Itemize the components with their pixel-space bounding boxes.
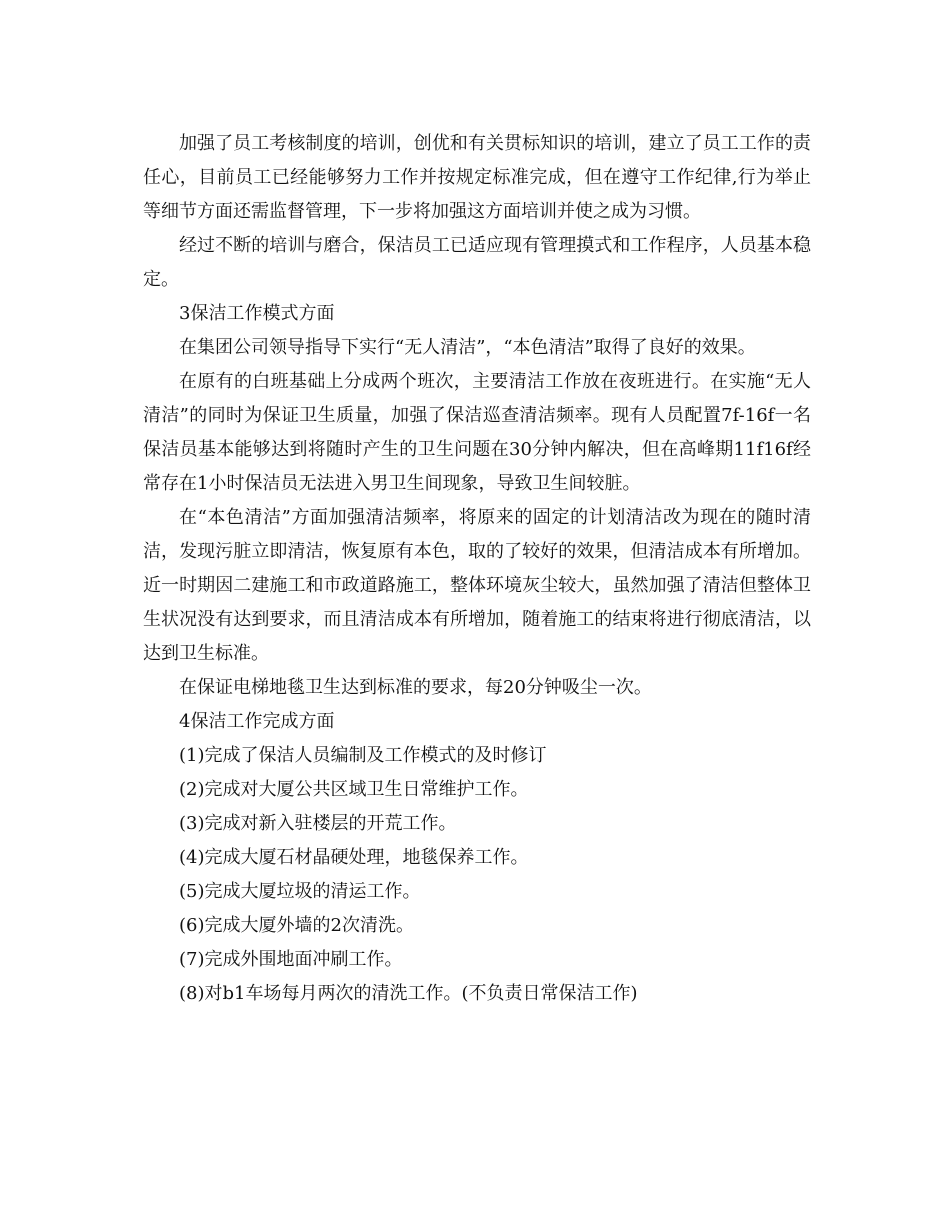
paragraph-unmanned-cleaning: 在集团公司领导指导下实行“无人清洁”，“本色清洁”取得了良好的效果。 xyxy=(179,337,756,358)
list-item-5: (5)完成大厦垃圾的清运工作。 xyxy=(179,881,421,902)
paragraph-shift-split: 在原有的白班基础上分成两个班次，主要清洁工作放在夜班进行。在实施“无人清洁”的同时为保证卫生质量，加强了保洁巡查清洁频率。现有人员配置7f-16f一名保洁员基本能够达到将随时产生的卫生问题在30分钟内解决，但在高峰期11f16f经常存在1小时保洁员无法进入男卫生间现象，导致卫生间较脏。 xyxy=(143,371,811,494)
list-item-4: (4)完成大厦石材晶硬处理，地毯保养工作。 xyxy=(179,847,529,868)
paragraph-training: 加强了员工考核制度的培训，创优和有关贯标知识的培训，建立了员工工作的责任心，目前员工已经能够努力工作并按规定标准完成，但在遵守工作纪律,行为举止等细节方面还需监督管理，下一步将加强这方面培训并使之成为习惯。 xyxy=(143,133,811,222)
list-item-8: (8)对b1车场每月两次的清洗工作。(不负责日常保洁工作) xyxy=(179,983,638,1004)
list-item-3: (3)完成对新入驻楼层的开荒工作。 xyxy=(179,813,457,834)
section-heading-work-mode: 3保洁工作模式方面 xyxy=(179,303,335,324)
list-item-6: (6)完成大厦外墙的2次清洗。 xyxy=(179,915,414,936)
paragraph-original-color-cleaning: 在“本色清洁”方面加强清洁频率，将原来的固定的计划清洁改为现在的随时清洁，发现污脏立即清洁，恢复原有本色，取的了较好的效果，但清洁成本有所增加。近一时期因二建施工和市政道路施工，整体环境灰尘较大，虽然加强了清洁但整体卫生状况没有达到要求，而且清洁成本有所增加，随着施工的结束将进行彻底清洁，以达到卫生标准。 xyxy=(143,507,811,664)
list-item-2: (2)完成对大厦公共区域卫生日常维护工作。 xyxy=(179,779,529,800)
list-item-7: (7)完成外围地面冲刷工作。 xyxy=(179,949,403,970)
section-heading-completion: 4保洁工作完成方面 xyxy=(179,711,335,732)
document-body xyxy=(143,127,811,1011)
paragraph-staff-stable: 经过不断的培训与磨合，保洁员工已适应现有管理摸式和工作程序，人员基本稳定。 xyxy=(143,235,811,290)
paragraph-elevator-carpet: 在保证电梯地毯卫生达到标准的要求，每20分钟吸尘一次。 xyxy=(179,677,652,698)
list-item-1: (1)完成了保洁人员编制及工作模式的及时修订 xyxy=(179,745,547,766)
